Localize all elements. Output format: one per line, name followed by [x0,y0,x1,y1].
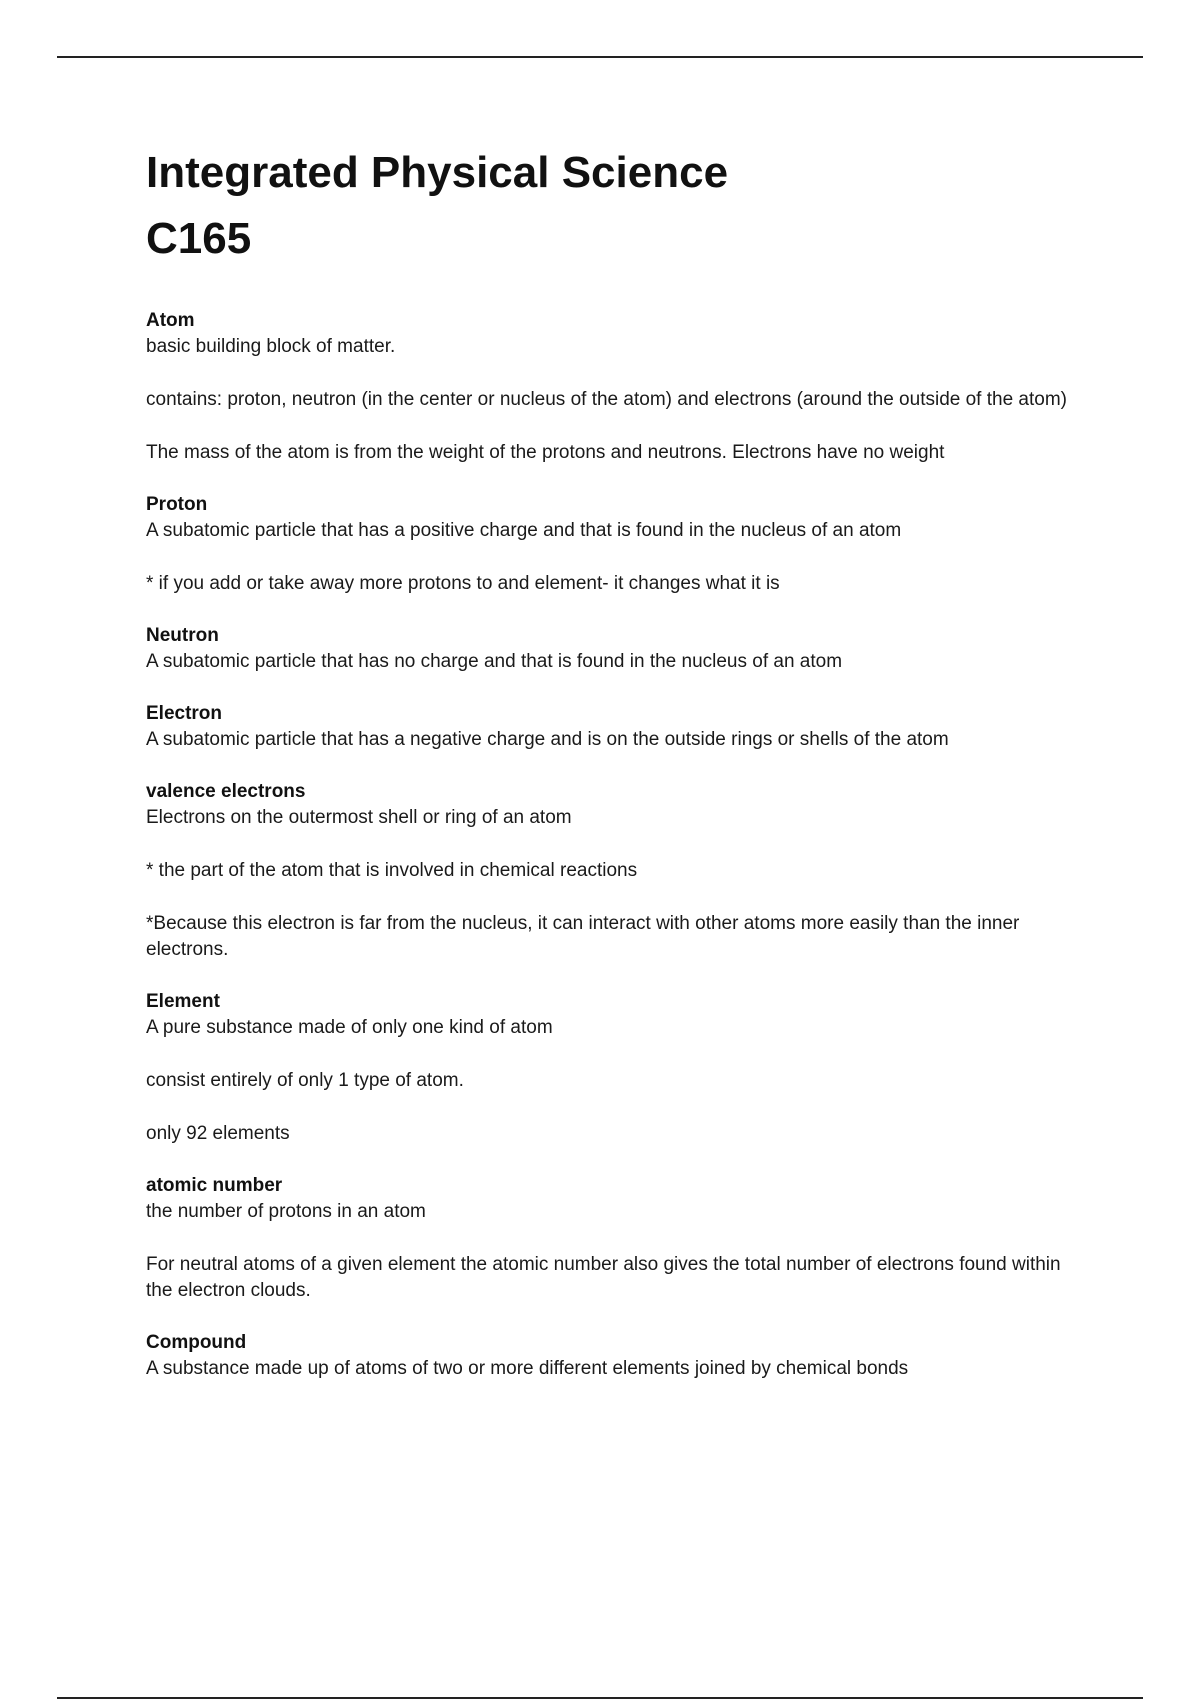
term-definition: only 92 elements [146,1123,290,1144]
term-entry [146,623,1086,675]
term-definition: * if you add or take away more protons to and element- it changes what it is [146,573,780,594]
term-entry [146,701,1086,753]
term-definition: A subatomic particle that has a negative charge and is on the outside rings or shells of the atom [146,729,949,750]
term-definition: *Because this electron is far from the nucleus, it can interact with other atoms more easily than the inner electrons. [146,913,1020,960]
term-name: Compound [146,1332,247,1353]
term-entry [146,1173,1086,1304]
term-definition: the number of protons in an atom [146,1201,426,1222]
term-definition: basic building block of matter. [146,336,396,357]
term-entry [146,308,1086,466]
term-list [146,308,1086,1382]
term-name: Neutron [146,625,219,646]
term-name: atomic number [146,1175,283,1196]
term-entry [146,779,1086,963]
term-definition: For neutral atoms of a given element the atomic number also gives the total number of electrons found within the electron clouds. [146,1254,1061,1301]
term-name: Element [146,991,220,1012]
term-definition: contains: proton, neutron (in the center or nucleus of the atom) and electrons (around the outside of the atom) [146,389,1067,410]
term-entry [146,492,1086,597]
term-name: Atom [146,310,195,331]
term-name: valence electrons [146,781,306,802]
term-name: Electron [146,703,223,724]
term-entry [146,1330,1086,1382]
document-title [146,140,1086,272]
document-body [146,140,1086,1408]
term-definition: * the part of the atom that is involved in chemical reactions [146,860,638,881]
title-line-code: C165 [146,214,252,263]
bottom-divider [57,1697,1143,1699]
term-name: Proton [146,494,208,515]
term-entry [146,989,1086,1147]
title-line-course: Integrated Physical Science [146,148,729,197]
top-divider [57,56,1143,58]
term-definition: A subatomic particle that has no charge and that is found in the nucleus of an atom [146,651,843,672]
term-definition: The mass of the atom is from the weight of the protons and neutrons. Electrons have no weight [146,442,945,463]
term-definition: A substance made up of atoms of two or more different elements joined by chemical bonds [146,1358,909,1379]
term-definition: A subatomic particle that has a positive charge and that is found in the nucleus of an atom [146,520,902,541]
term-definition: Electrons on the outermost shell or ring of an atom [146,807,572,828]
term-definition: consist entirely of only 1 type of atom. [146,1070,464,1091]
term-definition: A pure substance made of only one kind of atom [146,1017,553,1038]
